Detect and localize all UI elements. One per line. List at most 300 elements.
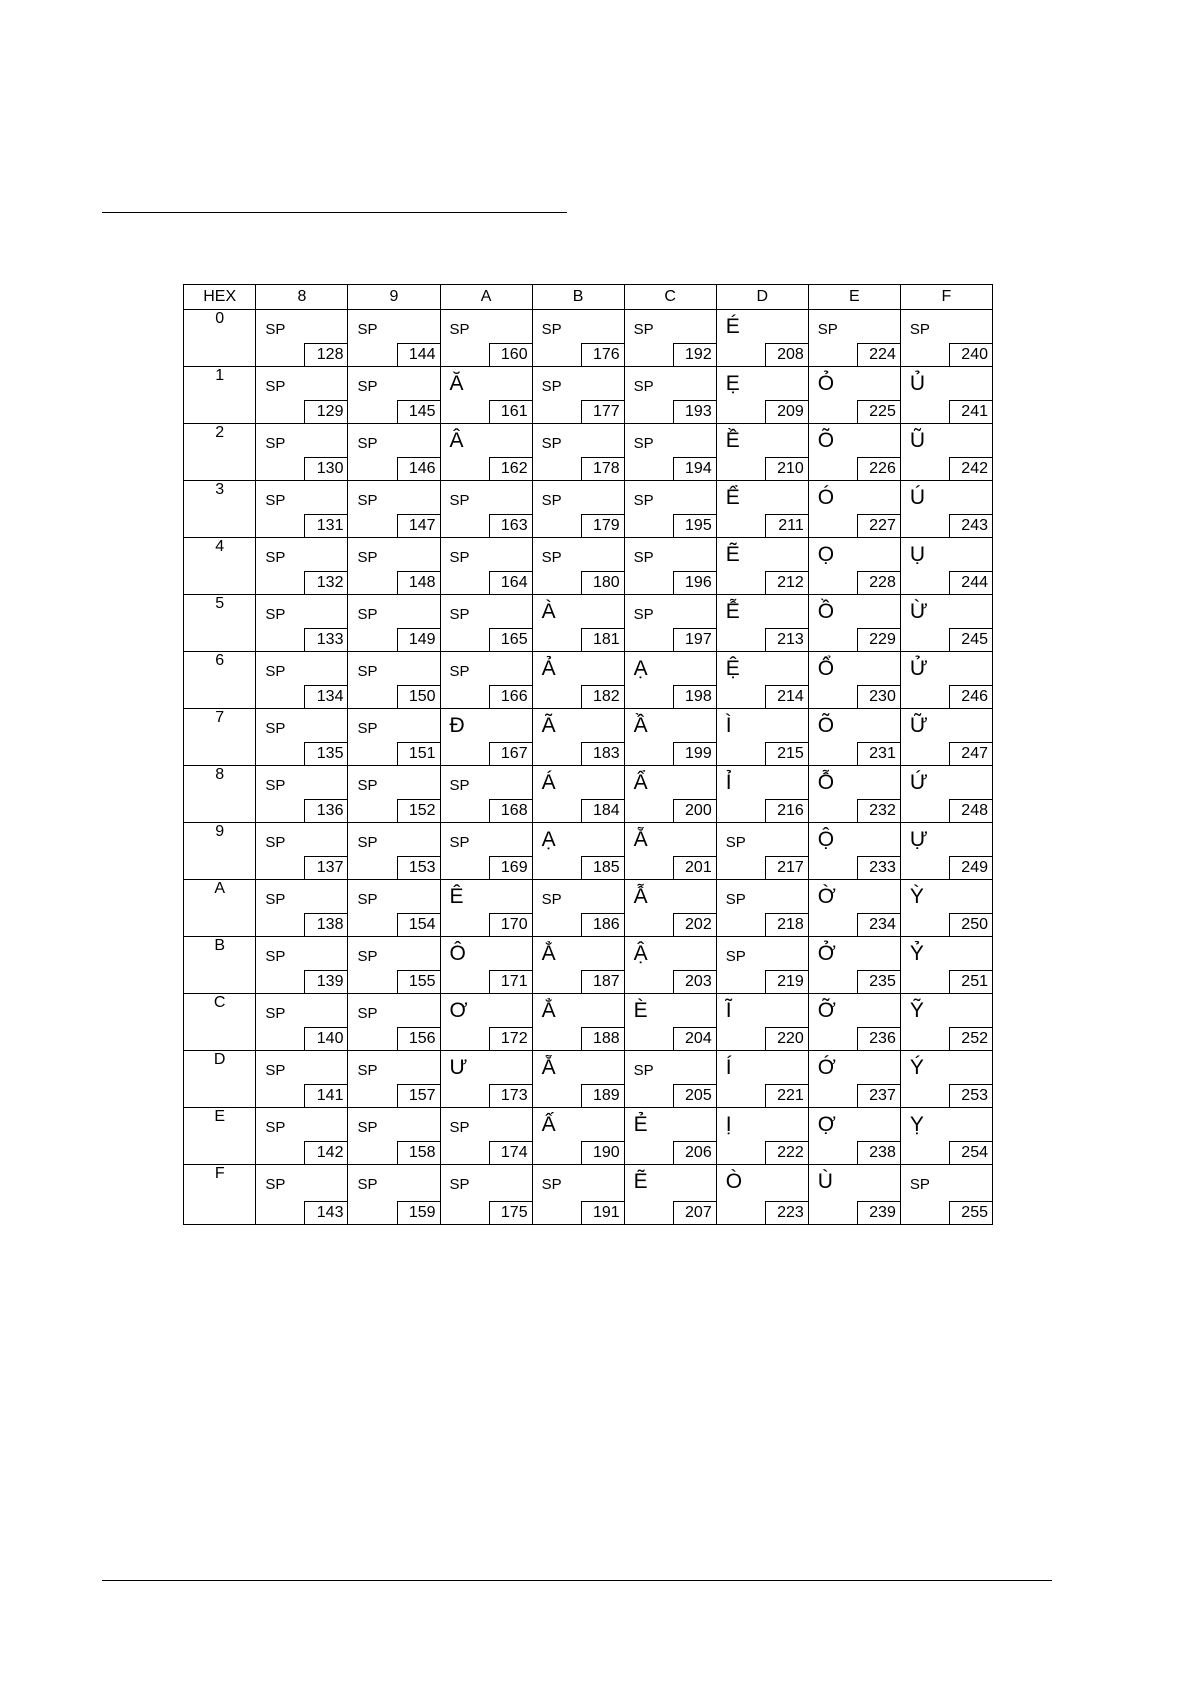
character-glyph: Ị [725,1113,732,1136]
character-glyph: SP [357,1176,378,1193]
row-header: A [184,880,256,937]
column-header: B [532,285,624,310]
code-cell [256,367,348,424]
decimal-code: 199 [673,742,716,765]
character-glyph: SP [357,492,378,509]
character-glyph: SP [449,321,470,338]
character-glyph: SP [265,549,286,566]
character-glyph: SP [265,663,286,680]
decimal-code: 160 [489,343,532,366]
decimal-code: 169 [489,856,532,879]
code-cell [808,481,900,538]
code-cell [256,595,348,652]
character-glyph: SP [449,606,470,623]
decimal-code: 131 [304,514,347,537]
character-glyph: Ậ [633,942,648,965]
character-glyph: Ô [449,942,466,965]
character-glyph: SP [265,378,286,395]
decimal-code: 211 [765,514,808,537]
character-glyph: SP [357,549,378,566]
character-code-table [183,284,993,1225]
decimal-code: 176 [581,343,624,366]
character-glyph: SP [265,1062,286,1079]
code-cell [716,310,808,367]
character-glyph: SP [449,549,470,566]
decimal-code: 243 [949,514,992,537]
decimal-code: 231 [857,742,900,765]
character-glyph: SP [633,435,654,452]
row-header: B [184,937,256,994]
column-header: 9 [348,285,440,310]
character-glyph: SP [449,663,470,680]
decimal-code: 134 [304,685,347,708]
code-cell [900,766,992,823]
code-cell [808,994,900,1051]
row-header: F [184,1165,256,1225]
decimal-code: 196 [673,571,716,594]
code-cell [716,367,808,424]
code-cell [808,1051,900,1108]
code-cell [624,367,716,424]
code-cell [348,595,440,652]
code-cell [256,652,348,709]
decimal-code: 198 [673,685,716,708]
code-cell [532,994,624,1051]
character-glyph: SP [357,1119,378,1136]
code-cell [624,595,716,652]
character-glyph: É [725,315,740,338]
code-cell [900,1165,992,1225]
decimal-code: 193 [673,400,716,423]
decimal-code: 171 [489,970,532,993]
decimal-code: 152 [397,799,440,822]
decimal-code: 138 [304,913,347,936]
row-header: 4 [184,538,256,595]
decimal-code: 133 [304,628,347,651]
row-header: 8 [184,766,256,823]
decimal-code: 232 [857,799,900,822]
code-cell [440,424,532,481]
character-glyph: Ẽ [633,1170,648,1193]
decimal-code: 191 [581,1201,624,1224]
decimal-code: 223 [765,1201,808,1224]
code-cell [256,424,348,481]
character-glyph: SP [541,1176,562,1193]
character-glyph: SP [357,948,378,965]
character-glyph: Ờ [817,885,836,908]
decimal-code: 201 [673,856,716,879]
code-cell [900,1051,992,1108]
table-row [184,994,993,1051]
decimal-code: 135 [304,742,347,765]
character-glyph: Ẵ [541,1056,556,1079]
row-header: D [184,1051,256,1108]
character-glyph: Ẩ [633,771,648,794]
decimal-code: 194 [673,457,716,480]
table-row [184,367,993,424]
decimal-code: 173 [489,1084,532,1107]
character-glyph: Ă [449,372,464,395]
character-glyph: Ỡ [817,999,836,1022]
code-cell [716,1051,808,1108]
decimal-code: 162 [489,457,532,480]
table-row [184,709,993,766]
decimal-code: 157 [397,1084,440,1107]
decimal-code: 246 [949,685,992,708]
code-cell [256,709,348,766]
decimal-code: 128 [304,343,347,366]
decimal-code: 253 [949,1084,992,1107]
decimal-code: 149 [397,628,440,651]
code-cell [900,424,992,481]
code-cell [716,1108,808,1165]
character-glyph: Ứ [909,771,928,794]
decimal-code: 178 [581,457,624,480]
row-header: 6 [184,652,256,709]
code-cell [716,823,808,880]
decimal-code: 200 [673,799,716,822]
decimal-code: 158 [397,1141,440,1164]
decimal-code: 129 [304,400,347,423]
character-glyph: Ừ [909,600,928,623]
code-cell [532,538,624,595]
decimal-code: 202 [673,913,716,936]
decimal-code: 245 [949,628,992,651]
table-row [184,880,993,937]
character-glyph: SP [725,834,746,851]
code-cell [716,652,808,709]
table-row [184,766,993,823]
code-cell [348,994,440,1051]
character-glyph: Ú [909,486,926,509]
decimal-code: 206 [673,1141,716,1164]
character-glyph: Ì [725,714,732,737]
decimal-code: 217 [765,856,808,879]
decimal-code: 244 [949,571,992,594]
code-cell [256,937,348,994]
decimal-code: 215 [765,742,808,765]
character-glyph: SP [357,720,378,737]
decimal-code: 151 [397,742,440,765]
code-cell [348,1108,440,1165]
character-glyph: Ợ [817,1113,836,1136]
decimal-code: 188 [581,1027,624,1050]
code-cell [624,766,716,823]
character-glyph: Í [725,1056,732,1079]
code-cell [716,1165,808,1225]
character-glyph: Ấ [541,1113,556,1136]
code-cell [348,1165,440,1225]
character-glyph: Ữ [909,714,928,737]
column-header: A [440,285,532,310]
character-glyph: SP [265,321,286,338]
code-cell [716,481,808,538]
code-cell [440,310,532,367]
code-cell [440,766,532,823]
character-glyph: SP [449,777,470,794]
code-cell [624,652,716,709]
row-header: 1 [184,367,256,424]
decimal-code: 255 [949,1201,992,1224]
decimal-code: 219 [765,970,808,993]
character-glyph: È [633,999,648,1022]
decimal-code: 140 [304,1027,347,1050]
character-glyph: SP [265,1005,286,1022]
code-cell [348,424,440,481]
table-row [184,823,993,880]
code-cell [808,766,900,823]
decimal-code: 177 [581,400,624,423]
character-glyph: SP [357,1062,378,1079]
decimal-code: 248 [949,799,992,822]
decimal-code: 227 [857,514,900,537]
decimal-code: 170 [489,913,532,936]
decimal-code: 204 [673,1027,716,1050]
decimal-code: 214 [765,685,808,708]
character-glyph: SP [265,948,286,965]
decimal-code: 220 [765,1027,808,1050]
decimal-code: 224 [857,343,900,366]
character-glyph: SP [357,891,378,908]
code-cell [624,310,716,367]
character-glyph: SP [357,435,378,452]
row-header: 2 [184,424,256,481]
decimal-code: 195 [673,514,716,537]
table-row [184,652,993,709]
column-header: D [716,285,808,310]
decimal-code: 233 [857,856,900,879]
decimal-code: 238 [857,1141,900,1164]
character-glyph: À [541,600,556,623]
row-header: 9 [184,823,256,880]
character-glyph: Ọ [817,543,835,566]
character-glyph: SP [449,834,470,851]
decimal-code: 141 [304,1084,347,1107]
decimal-code: 240 [949,343,992,366]
decimal-code: 148 [397,571,440,594]
decimal-code: 218 [765,913,808,936]
character-glyph: Ã [541,714,556,737]
decimal-code: 168 [489,799,532,822]
character-glyph: SP [265,720,286,737]
code-cell [532,880,624,937]
code-cell [256,1051,348,1108]
decimal-code: 161 [489,400,532,423]
code-cell [900,538,992,595]
code-cell [900,481,992,538]
table-row [184,1165,993,1225]
code-cell [256,310,348,367]
decimal-code: 139 [304,970,347,993]
character-glyph: Ề [725,429,740,452]
column-header: 8 [256,285,348,310]
character-glyph: SP [265,1119,286,1136]
character-glyph: Õ [817,714,835,737]
code-cell [348,823,440,880]
decimal-code: 164 [489,571,532,594]
decimal-code: 225 [857,400,900,423]
code-cell [900,823,992,880]
decimal-code: 236 [857,1027,900,1050]
code-cell [440,937,532,994]
table-row [184,937,993,994]
decimal-code: 242 [949,457,992,480]
decimal-code: 230 [857,685,900,708]
code-cell [532,595,624,652]
character-glyph: SP [357,834,378,851]
decimal-code: 221 [765,1084,808,1107]
decimal-code: 184 [581,799,624,822]
character-glyph: Ử [909,657,928,680]
character-glyph: Ẹ [725,372,740,395]
character-glyph: SP [725,891,746,908]
row-header: 0 [184,310,256,367]
character-glyph: SP [817,321,838,338]
decimal-code: 156 [397,1027,440,1050]
decimal-code: 153 [397,856,440,879]
decimal-code: 216 [765,799,808,822]
character-glyph: Ả [541,657,556,680]
code-cell [440,994,532,1051]
character-glyph: Ạ [541,828,556,851]
code-cell [624,1165,716,1225]
character-glyph: Ồ [817,600,835,623]
decimal-code: 222 [765,1141,808,1164]
code-cell [900,937,992,994]
decimal-code: 226 [857,457,900,480]
decimal-code: 208 [765,343,808,366]
code-cell [900,652,992,709]
character-glyph: SP [357,378,378,395]
character-glyph: SP [541,891,562,908]
decimal-code: 183 [581,742,624,765]
code-cell [808,652,900,709]
character-glyph: SP [633,492,654,509]
code-cell [256,823,348,880]
character-glyph: Ẫ [633,885,648,908]
character-glyph: Ỉ [725,771,732,794]
table-row [184,1051,993,1108]
character-glyph: SP [633,321,654,338]
decimal-code: 251 [949,970,992,993]
decimal-code: 146 [397,457,440,480]
code-cell [716,880,808,937]
table-row [184,481,993,538]
code-cell [716,994,808,1051]
character-glyph: SP [357,777,378,794]
code-cell [900,880,992,937]
character-glyph: Ỳ [909,885,924,908]
character-glyph: SP [541,378,562,395]
code-cell [348,481,440,538]
code-cell [808,538,900,595]
decimal-code: 228 [857,571,900,594]
code-cell [808,823,900,880]
character-glyph: Ở [817,942,836,965]
code-cell [440,595,532,652]
character-glyph: Ỗ [817,771,835,794]
character-glyph: Ẳ [541,999,556,1022]
character-glyph: Ể [725,486,740,509]
character-glyph: SP [541,549,562,566]
code-cell [624,481,716,538]
decimal-code: 172 [489,1027,532,1050]
character-glyph: Ẵ [633,828,648,851]
table-row [184,595,993,652]
code-cell [532,652,624,709]
character-glyph: SP [357,606,378,623]
decimal-code: 181 [581,628,624,651]
character-glyph: Ò [725,1170,743,1193]
character-glyph: Ớ [817,1056,836,1079]
code-cell [348,1051,440,1108]
decimal-code: 147 [397,514,440,537]
decimal-code: 165 [489,628,532,651]
code-cell [348,709,440,766]
character-glyph: SP [357,663,378,680]
code-cell [348,937,440,994]
decimal-code: 150 [397,685,440,708]
character-glyph: SP [541,321,562,338]
character-glyph: SP [265,492,286,509]
code-cell [532,424,624,481]
code-cell [348,880,440,937]
character-glyph: Ự [909,828,928,851]
decimal-code: 166 [489,685,532,708]
character-code-table-wrapper [183,284,988,1227]
character-glyph: Ĩ [725,999,732,1022]
decimal-code: 163 [489,514,532,537]
code-cell [808,880,900,937]
decimal-code: 239 [857,1201,900,1224]
decimal-code: 210 [765,457,808,480]
code-cell [900,994,992,1051]
code-cell [624,1051,716,1108]
code-cell [256,766,348,823]
character-glyph: Ó [817,486,835,509]
character-glyph: Ũ [909,429,926,452]
code-cell [348,310,440,367]
decimal-code: 155 [397,970,440,993]
code-cell [440,1108,532,1165]
character-glyph: Ư [449,1056,468,1079]
decimal-code: 137 [304,856,347,879]
character-glyph: Õ [817,429,835,452]
code-cell [808,709,900,766]
decimal-code: 213 [765,628,808,651]
row-header: 5 [184,595,256,652]
table-row [184,424,993,481]
character-glyph: SP [633,1062,654,1079]
code-cell [716,424,808,481]
row-header: E [184,1108,256,1165]
decimal-code: 159 [397,1201,440,1224]
character-glyph: Ẳ [541,942,556,965]
decimal-code: 249 [949,856,992,879]
character-glyph: Ủ [909,372,926,395]
table-body [184,310,993,1225]
code-cell [624,994,716,1051]
code-cell [900,595,992,652]
character-glyph: Ỵ [909,1113,924,1136]
decimal-code: 241 [949,400,992,423]
character-glyph: SP [265,834,286,851]
decimal-code: 252 [949,1027,992,1050]
code-cell [532,937,624,994]
decimal-code: 186 [581,913,624,936]
hex-corner-label: HEX [184,285,256,310]
decimal-code: 167 [489,742,532,765]
